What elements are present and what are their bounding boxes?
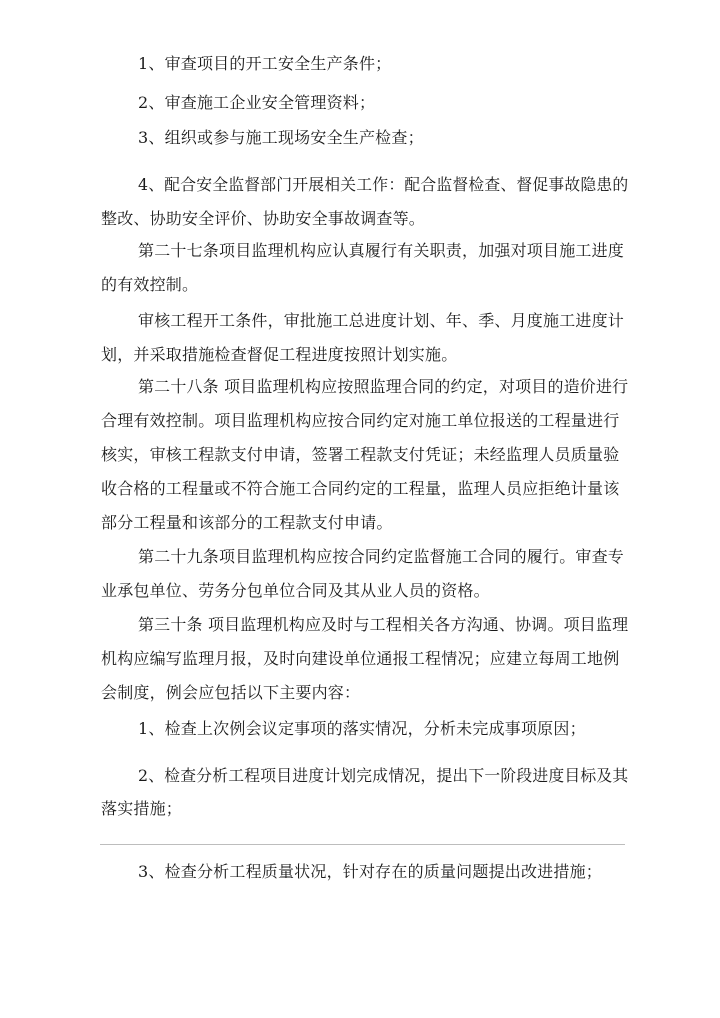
article-28-line-3: 核实，审核工程款支付申请，签署工程款支付凭证；未经监理人员质量验 [101, 445, 620, 464]
list-item-1-review-startup-conditions: 1、审查项目的开工安全生产条件； [138, 54, 392, 73]
article-29-line-2: 业承包单位、劳务分包单位合同及其从业人员的资格。 [101, 581, 490, 600]
meeting-item-2-line-2: 落实措施； [101, 799, 183, 818]
article-30-line-3: 会制度，例会应包括以下主要内容： [101, 683, 361, 702]
schedule-review-line-2: 划，并采取措施检查督促工程进度按照计划实施。 [101, 345, 458, 364]
meeting-item-2-line-1: 2、检查分析工程项目进度计划完成情况，提出下一阶段进度目标及其 [138, 766, 629, 785]
article-27-line-2: 的有效控制。 [101, 275, 199, 294]
article-28-line-1: 第二十八条 项目监理机构应按照监理合同的约定，对项目的造价进行 [138, 377, 629, 396]
article-27-line-1: 第二十七条项目监理机构应认真履行有关职责，加强对项目施工进度 [138, 241, 625, 260]
article-30-line-2: 机构应编写监理月报，及时向建设单位通报工程情况；应建立每周工地例 [101, 649, 620, 668]
article-28-line-5: 部分工程量和该部分的工程款支付申请。 [101, 513, 393, 532]
meeting-item-1: 1、检查上次例会议定事项的落实情况，分析未完成事项原因； [138, 719, 586, 738]
article-29-line-1: 第二十九条项目监理机构应按合同约定监督施工合同的履行。审查专 [138, 547, 625, 566]
article-30-line-1: 第三十条 项目监理机构应及时与工程相关各方沟通、协调。项目监理 [138, 615, 629, 634]
article-28-line-2: 合理有效控制。项目监理机构应按合同约定对施工单位报送的工程量进行 [101, 411, 620, 430]
article-28-line-4: 收合格的工程量或不符合施工合同约定的工程量，监理人员应拒绝计量该 [101, 479, 620, 498]
list-item-4-line-1: 4、配合安全监督部门开展相关工作：配合监督检查、督促事故隐患的 [138, 175, 629, 194]
meeting-item-3: 3、检查分析工程质量状况，针对存在的质量问题提出改进措施； [138, 862, 602, 881]
list-item-4-line-2: 整改、协助安全评价、协助安全事故调查等。 [101, 209, 426, 228]
page-divider [100, 844, 625, 845]
schedule-review-line-1: 审核工程开工条件，审批施工总进度计划、年、季、月度施工进度计 [138, 311, 625, 330]
list-item-3-safety-inspection: 3、组织或参与施工现场安全生产检查； [138, 128, 424, 147]
list-item-2-review-safety-records: 2、审查施工企业安全管理资料； [138, 93, 376, 112]
